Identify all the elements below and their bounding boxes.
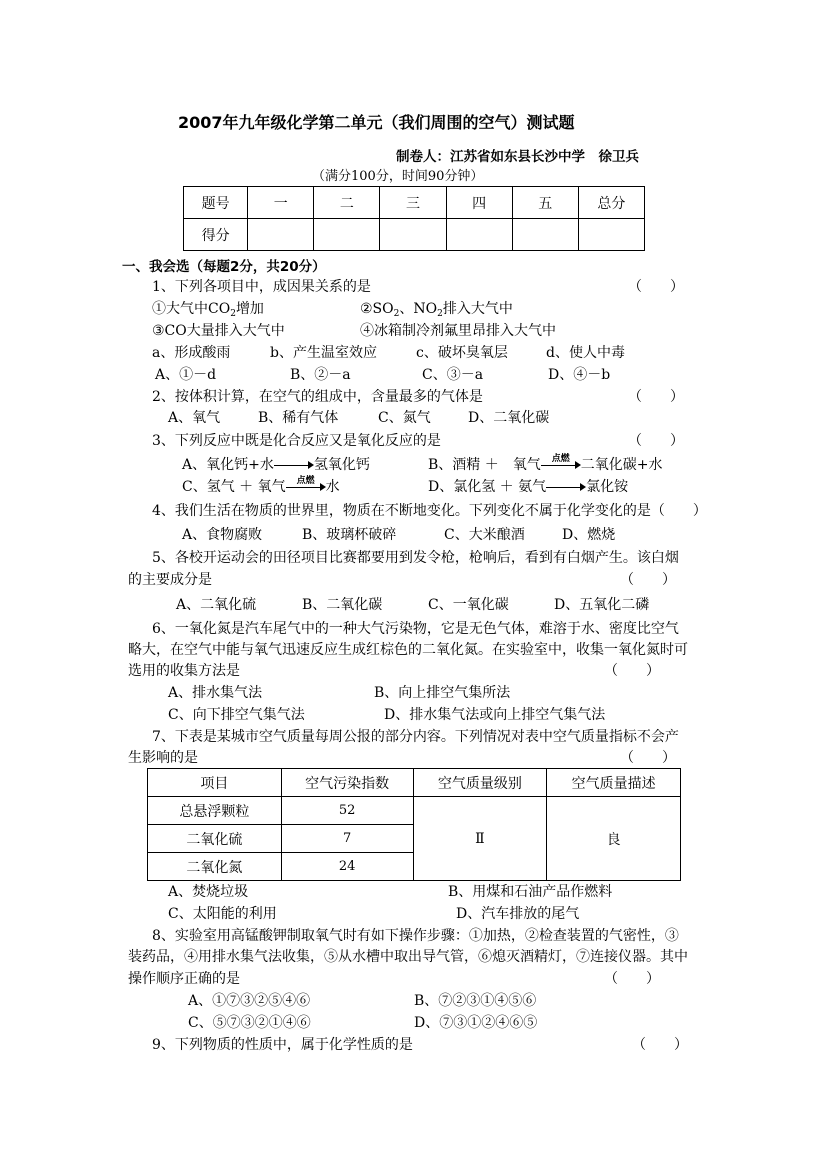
q2-option-b[interactable]: B、稀有气体 xyxy=(258,410,339,426)
q1-effect-d: d、使人中毒 xyxy=(546,345,625,361)
score-input-cell[interactable] xyxy=(578,219,644,251)
q3-answer-paren[interactable]: （ ） xyxy=(628,433,684,449)
q1-option-b[interactable]: B、②－a xyxy=(290,367,351,383)
q7-answer-paren[interactable]: （ ） xyxy=(620,750,676,766)
score-header-cell: 题号 xyxy=(184,187,248,219)
score-row-label: 得分 xyxy=(184,219,248,251)
score-input-cell[interactable] xyxy=(380,219,446,251)
reaction-arrow-icon: 点燃 xyxy=(286,481,326,493)
score-header-cell: 总分 xyxy=(578,187,644,219)
score-input-cell[interactable] xyxy=(512,219,578,251)
q3-option-a[interactable]: A、氧化钙+水 氢氧化钙 xyxy=(182,457,370,473)
q6-stem-line2: 略大，在空气中能与氧气迅速反应生成红棕色的二氧化氮。在实验室中，收集一氧化氮时可 xyxy=(128,642,688,658)
aq-desc-cell: 良 xyxy=(547,797,681,881)
q8-stem-line3: 操作顺序正确的是 xyxy=(128,971,240,987)
aq-level-cell: Ⅱ xyxy=(413,797,547,881)
q1-option-d[interactable]: D、④－b xyxy=(548,367,611,383)
q4-option-a[interactable]: A、食物腐败 xyxy=(182,527,263,543)
q1-effect-b: b、产生温室效应 xyxy=(270,345,377,361)
aq-index-cell: 7 xyxy=(281,825,413,853)
q6-option-d[interactable]: D、排水集气法或向上排空气集气法 xyxy=(384,707,606,723)
aq-header-cell: 空气质量描述 xyxy=(547,769,681,797)
q3-option-d[interactable]: D、氯化氢 ＋ 氨气 氯化铵 xyxy=(428,479,629,495)
score-header-cell: 二 xyxy=(314,187,380,219)
q1-option-c[interactable]: C、③－a xyxy=(422,367,484,383)
aq-index-cell: 24 xyxy=(281,853,413,881)
q6-answer-paren[interactable]: （ ） xyxy=(604,663,660,679)
q6-option-a[interactable]: A、排水集气法 xyxy=(168,685,263,701)
q1-effect-a: a、形成酸雨 xyxy=(152,345,231,361)
q3-option-b[interactable]: B、酒精 ＋ 氧气 点燃 二氧化碳+水 xyxy=(428,454,663,473)
q8-option-d[interactable]: D、⑦③①②④⑥⑤ xyxy=(414,1015,538,1031)
q1-stem: 1、下列各项目中，成因果关系的是 xyxy=(152,279,371,295)
q8-stem-line1: 8、实验室用高锰酸钾制取氧气时有如下操作步骤：①加热，②检查装置的气密性，③ xyxy=(152,928,679,944)
q1-effect-c: c、破坏臭氧层 xyxy=(416,345,508,361)
q4-option-b[interactable]: B、玻璃杯破碎 xyxy=(302,527,397,543)
q2-answer-paren[interactable]: （ ） xyxy=(628,389,684,405)
q7-option-b[interactable]: B、用煤和石油产品作燃料 xyxy=(448,884,613,900)
q8-answer-paren[interactable]: （ ） xyxy=(604,971,660,987)
score-header-cell: 一 xyxy=(248,187,314,219)
q5-stem-line2: 的主要成分是 xyxy=(128,572,212,588)
aq-header-cell: 空气质量级别 xyxy=(413,769,547,797)
q6-stem-line3: 选用的收集方法是 xyxy=(128,663,240,679)
aq-item-cell: 二氧化硫 xyxy=(148,825,282,853)
reaction-arrow-icon: 点燃 xyxy=(541,459,581,471)
q5-option-b[interactable]: B、二氧化碳 xyxy=(302,597,383,613)
q6-option-b[interactable]: B、向上排空气集所法 xyxy=(374,685,511,701)
aq-header-cell: 空气污染指数 xyxy=(281,769,413,797)
q7-option-d[interactable]: D、汽车排放的尾气 xyxy=(456,906,580,922)
q7-option-c[interactable]: C、太阳能的利用 xyxy=(168,906,277,922)
q4-option-d[interactable]: D、燃烧 xyxy=(562,527,616,543)
q4-stem: 4、我们生活在物质的世界里，物质在不断地变化。下列变化不属于化学变化的是（ ） xyxy=(152,503,707,519)
q8-stem-line2: 装药品，④用排水集气法收集，⑤从水槽中取出导气管，⑥熄灭酒精灯，⑦连接仪器。其中 xyxy=(128,949,688,965)
score-input-cell[interactable] xyxy=(446,219,512,251)
q9-stem: 9、下列物质的性质中，属于化学性质的是 xyxy=(152,1037,413,1053)
author-line: 制卷人：江苏省如东县长沙中学 徐卫兵 xyxy=(396,149,639,165)
q4-option-c[interactable]: C、大米酿酒 xyxy=(444,527,525,543)
reaction-arrow-icon xyxy=(274,459,314,471)
q7-option-a[interactable]: A、焚烧垃圾 xyxy=(168,884,249,900)
q1-answer-paren[interactable]: （ ） xyxy=(628,279,684,295)
aq-item-cell: 二氧化氮 xyxy=(148,853,282,881)
q9-answer-paren[interactable]: （ ） xyxy=(632,1037,688,1053)
q1-item2: $②SO_2$、$NO_2$排入大气中 xyxy=(360,301,513,319)
exam-info: （满分100分，时间90分钟） xyxy=(312,169,484,184)
q1-option-a[interactable]: A、①－d xyxy=(155,367,217,383)
page-title: 2007年九年级化学第二单元（我们周围的空气）测试题 xyxy=(178,113,575,132)
q1-item1: ①大气中$CO_2$增加 xyxy=(152,301,264,319)
aq-index-cell: 52 xyxy=(281,797,413,825)
aq-item-cell: 总悬浮颗粒 xyxy=(148,797,282,825)
q2-stem: 2、按体积计算，在空气的组成中，含量最多的气体是 xyxy=(152,389,483,405)
q3-stem: 3、下列反应中既是化合反应又是氧化反应的是 xyxy=(152,433,441,449)
section-title: 一、我会选（每题2分，共20分） xyxy=(122,259,326,275)
q5-stem-line1: 5、各校开运动会的田径项目比赛都要用到发令枪，枪响后，看到有白烟产生。该白烟 xyxy=(152,550,679,566)
q1-item4: ④冰箱制冷剂氟里昂排入大气中 xyxy=(360,323,556,339)
score-input-cell[interactable] xyxy=(314,219,380,251)
score-header-cell: 三 xyxy=(380,187,446,219)
aq-header-cell: 项目 xyxy=(148,769,282,797)
q1-item3: ③CO大量排入大气中 xyxy=(152,323,285,339)
score-input-cell[interactable] xyxy=(248,219,314,251)
q5-option-d[interactable]: D、五氧化二磷 xyxy=(554,597,650,613)
score-header-cell: 四 xyxy=(446,187,512,219)
q5-option-a[interactable]: A、二氧化硫 xyxy=(176,597,257,613)
q8-option-c[interactable]: C、⑤⑦③②①④⑥ xyxy=(188,1015,311,1031)
score-table xyxy=(183,186,645,251)
q6-stem-line1: 6、一氧化氮是汽车尾气中的一种大气污染物，它是无色气体，难溶于水、密度比空气 xyxy=(152,621,679,637)
q8-option-a[interactable]: A、①⑦③②⑤④⑥ xyxy=(188,993,311,1009)
q2-option-c[interactable]: C、氮气 xyxy=(378,410,431,426)
q3-option-c[interactable]: C、氢气 ＋ 氧气 点燃 水 xyxy=(182,476,340,495)
q8-option-b[interactable]: B、⑦②③①④⑤⑥ xyxy=(414,993,537,1009)
q6-option-c[interactable]: C、向下排空气集气法 xyxy=(168,707,305,723)
q5-answer-paren[interactable]: （ ） xyxy=(620,572,676,588)
q7-stem-line2: 生影响的是 xyxy=(128,750,198,766)
score-header-cell: 五 xyxy=(512,187,578,219)
q5-option-c[interactable]: C、一氧化碳 xyxy=(428,597,509,613)
air-quality-table xyxy=(147,768,681,881)
reaction-arrow-icon xyxy=(546,481,586,493)
q2-option-a[interactable]: A、氧气 xyxy=(168,410,221,426)
q2-option-d[interactable]: D、二氧化碳 xyxy=(468,410,550,426)
q7-stem-line1: 7、下表是某城市空气质量每周公报的部分内容。下列情况对表中空气质量指标不会产 xyxy=(152,729,679,745)
